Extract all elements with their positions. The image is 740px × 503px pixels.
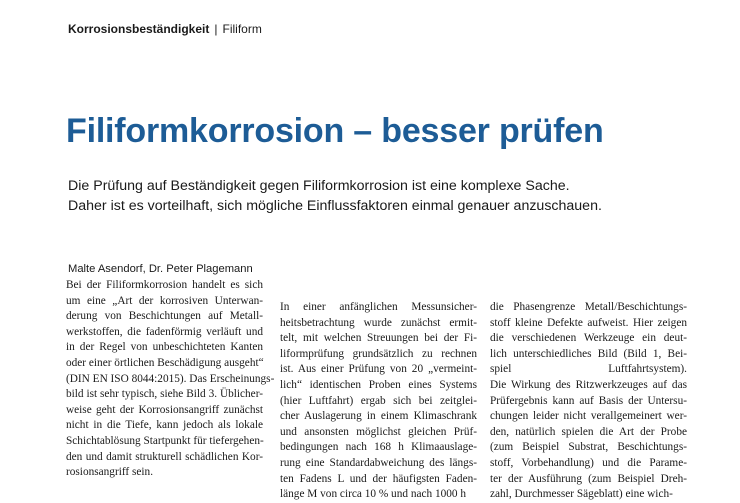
body-text-line: (DIN EN ISO 8044:2015). Das Erscheinungs-	[66, 372, 275, 385]
text-column-3	[490, 300, 687, 503]
body-text-line: in der Regel von unbeschichteten Kanten	[66, 341, 263, 354]
body-text-line: weise geht der Korrosionsangriff zunächst	[66, 403, 263, 416]
body-text-line: bedingungen nach 168 h Klimaauslage-	[280, 441, 477, 454]
body-text-line: ist. Aus einer Prüfung von 20 „vermeint-	[280, 363, 477, 376]
subtitle-line: Daher ist es vorteilhaft, sich mögliche Einflussfaktoren einmal genauer anzuschauen.	[68, 198, 602, 214]
body-text-line: liformprüfung grundsätzlich zu rechnen	[280, 347, 477, 360]
body-text-line: stoff, Vorbehandlung) und die Parame-	[490, 456, 687, 469]
body-text-line: werkstoffen, die fadenförmig verläuft und	[66, 325, 263, 338]
body-text-line: die verschiedenen Werkzeuge ein deut-	[490, 332, 687, 345]
body-text-line: zahl, Durchmesser Sägeblatt) eine wich-	[490, 488, 673, 501]
body-text-line: rung eine Standardabweichung des längs-	[280, 456, 477, 469]
body-text-line: rosionsangriff sein.	[66, 466, 154, 479]
body-text-line: nicht in die Tiefe, kann jedoch als lokale	[66, 419, 263, 432]
body-text-line: (hier Luftfahrt) ergab sich bei zeitglei-	[280, 394, 477, 407]
subtitle-line: Die Prüfung auf Beständigkeit gegen Filiformkorrosion ist eine komplexe Sache.	[68, 178, 570, 194]
body-text-line: ter der Ausführung (zum Beispiel Dreh-	[490, 472, 687, 485]
body-text-line: (zum Beispiel Substrat, Beschichtungs-	[490, 441, 687, 454]
body-text-line: lich“ identischen Proben eines Systems	[280, 378, 477, 391]
header-topic: Filiform	[222, 22, 262, 36]
body-text-line: ten Fadens L und der häufigsten Faden-	[280, 472, 477, 485]
body-text-line: Bei der Filiformkorrosion handelt es sich	[66, 279, 263, 291]
body-text-line: derung von Beschichtungen auf Metall-	[66, 310, 263, 323]
body-text-line: den, natürlich spielen die Art der Probe	[490, 425, 687, 438]
body-text-line: heitsbetrachtung wurde zunächst ermit-	[280, 316, 477, 329]
body-text-line: und ansonsten möglichst gleichen Prüf-	[280, 425, 477, 438]
body-text-line: cher Auslagerung in einem Klimaschrank	[280, 410, 477, 423]
body-text-line: um eine „Art der korrosiven Unterwan-	[66, 294, 263, 307]
body-text-line: In einer anfänglichen Messunsicher-	[280, 301, 477, 313]
header-section: Korrosionsbeständigkeit	[68, 22, 210, 36]
article-authors: Malte Asendorf, Dr. Peter Plagemann	[68, 263, 253, 275]
body-text-line: die Phasengrenze Metall/Beschichtungs-	[490, 301, 687, 313]
body-text-line: oder einer örtlichen Beschädigung ausgeht“	[66, 356, 264, 369]
body-text-line: Die Wirkung des Ritzwerkzeuges auf das	[490, 378, 687, 391]
article-subtitle	[68, 176, 688, 216]
body-text-line: stoff kleine Defekte aufweist. Hier zeigen	[490, 316, 687, 329]
text-column-2	[280, 300, 477, 503]
body-text-line: telt, mit welchen Streuungen bei der Fi-	[280, 332, 477, 345]
body-text-line: Prüfergebnis kann auf Basis der Untersu-	[490, 394, 687, 407]
body-text-line: spiel Luftfahrtsystem).	[490, 363, 687, 376]
body-text-line: chungen leider nicht verallgemeinert wer-	[490, 410, 687, 423]
article-title: Filiformkorrosion – besser prüfen	[66, 112, 604, 150]
text-column-1	[66, 278, 275, 481]
body-text-line: bild ist sehr typisch, siehe Bild 3. Üblicher-	[66, 388, 263, 401]
body-text-line: lich unterschiedliches Bild (Bild 1, Bei-	[490, 347, 687, 360]
header-separator: |	[214, 22, 218, 36]
body-text-line: Schichtablösung Startpunkt für tiefergehen-	[66, 434, 264, 447]
running-header	[68, 22, 262, 36]
body-text-line: länge M von circa 10 % und nach 1000 h	[280, 488, 467, 501]
body-text-line: den und damit strukturell schädlichen Kor-	[66, 450, 263, 463]
